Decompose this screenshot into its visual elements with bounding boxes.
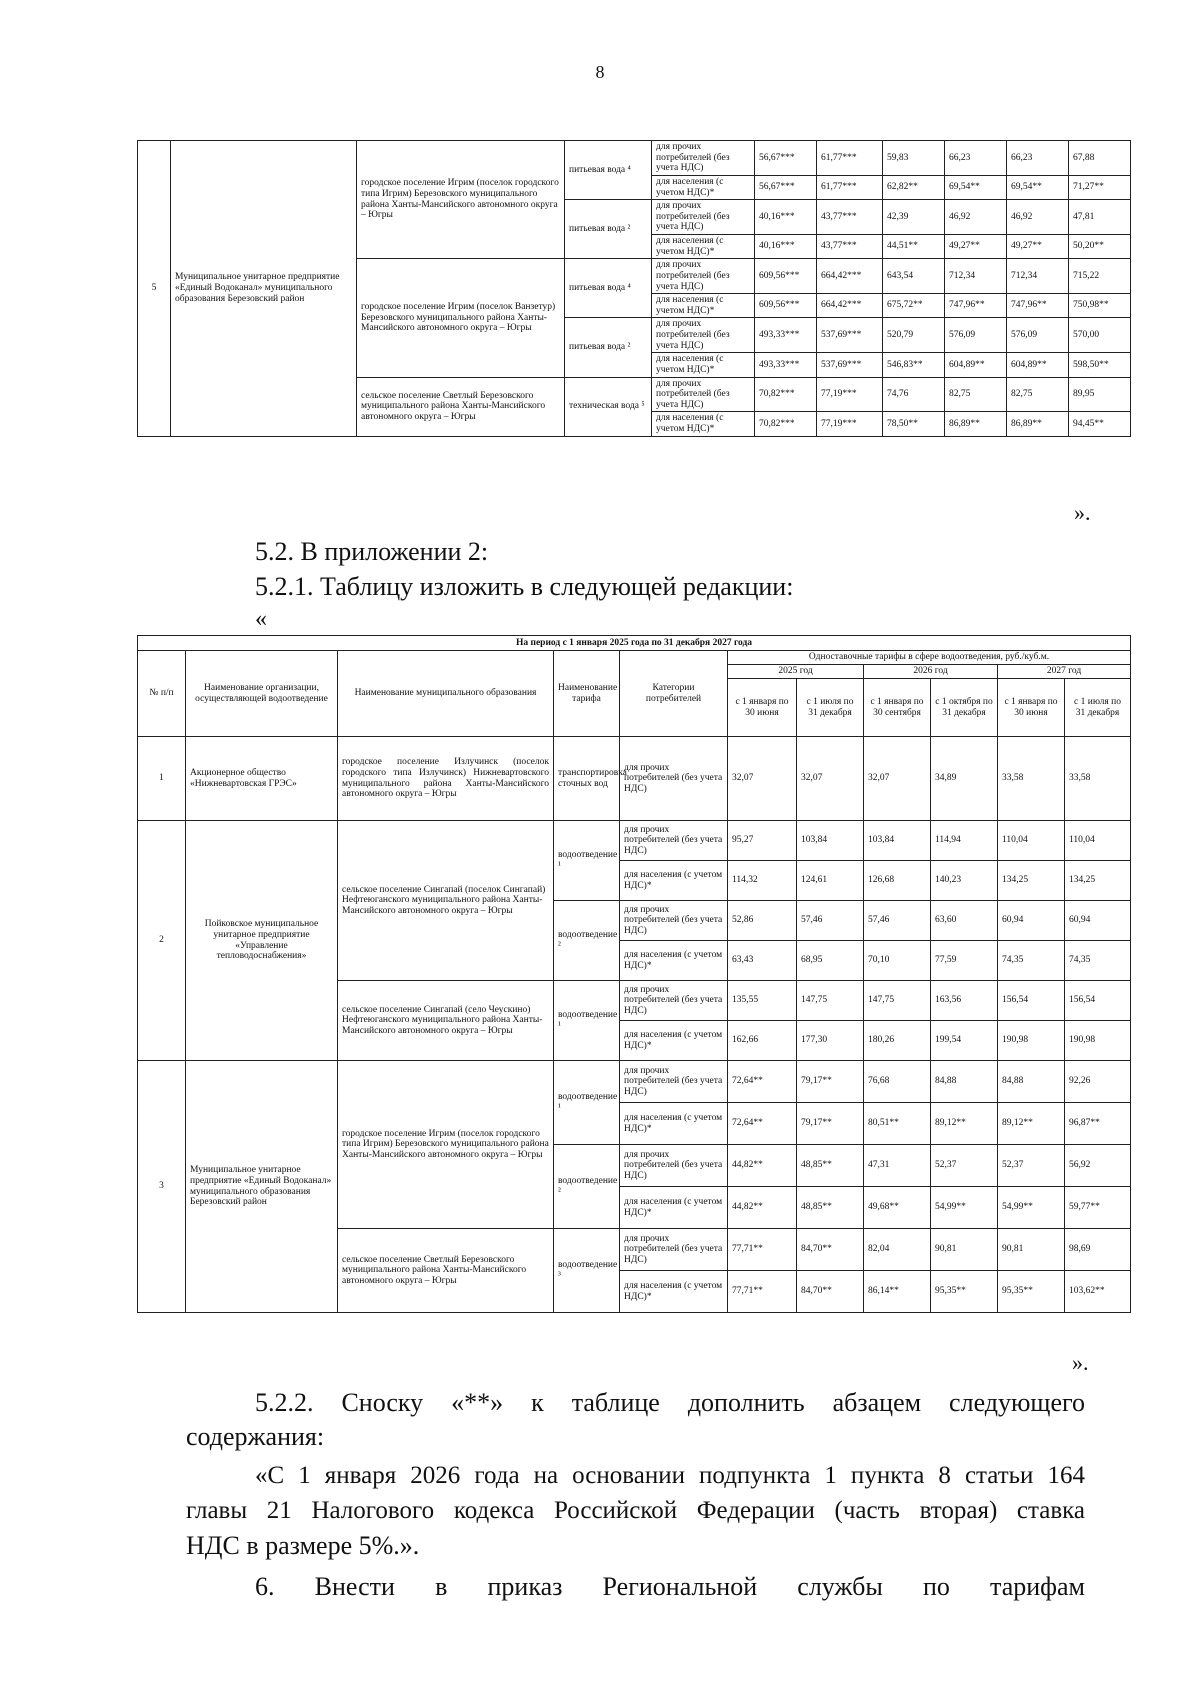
tariff-value: 74,76 (883, 377, 945, 412)
tariff-value: 675,72** (883, 294, 945, 318)
tariff-value: 79,17** (797, 1103, 864, 1145)
tariff-value: 63,43 (728, 941, 797, 981)
tariff-value: 48,85** (797, 1145, 864, 1187)
table-row (138, 737, 1131, 821)
tariff-value: 609,56*** (755, 294, 817, 318)
consumer-category: для прочих потребителей (без учета НДС) (620, 821, 728, 861)
tariff-value: 90,81 (998, 1229, 1065, 1271)
tariff-value: 135,55 (728, 981, 797, 1021)
consumer-category: для прочих потребителей (без учета НДС) (652, 259, 755, 294)
tariff-value: 62,82** (883, 175, 945, 199)
tariff-value: 33,58 (998, 737, 1065, 821)
tariff-value: 59,83 (883, 141, 945, 176)
tariff-value: 71,27** (1069, 175, 1131, 199)
tariff-value: 190,98 (998, 1021, 1065, 1061)
tariff-value: 712,34 (1007, 259, 1069, 294)
tariff-value: 77,71** (728, 1271, 797, 1313)
tariff-value: 43,77*** (817, 235, 883, 259)
municipality-name: сельское поселение Сингапай (село Чеускино) Нефтеюганского муниципального района Ханты-Мансийского автономного округа – Югры (338, 981, 554, 1061)
tariff-value: 520,79 (883, 318, 945, 353)
tariff-value: 32,07 (797, 737, 864, 821)
wastewater-tariff-table (137, 635, 1131, 1313)
closing-quote: ». (1074, 500, 1091, 525)
tariff-value: 664,42*** (817, 259, 883, 294)
tariff-value: 49,27** (1007, 235, 1069, 259)
tariff-name: питьевая вода ² (565, 200, 652, 259)
page-number: 8 (595, 62, 605, 82)
tariff-value: 70,10 (864, 941, 931, 981)
municipality-name: сельское поселение Сингапай (поселок Сингапай) Нефтеюганского муниципального района Ханты-Мансийского автономного округа – Югры (338, 821, 554, 981)
tariff-name: водоотведение ³ (554, 1229, 620, 1313)
tariff-value: 86,89** (1007, 412, 1069, 436)
tariff-value: 747,96** (1007, 294, 1069, 318)
tariff-value: 74,35 (1065, 941, 1131, 981)
consumer-category: для прочих потребителей (без учета НДС) (620, 737, 728, 821)
tariff-value: 82,75 (1007, 377, 1069, 412)
tariff-value: 77,59 (931, 941, 998, 981)
header-period: с 1 января по 30 июня (728, 679, 797, 737)
tariff-value: 32,07 (728, 737, 797, 821)
consumer-category: для населения (с учетом НДС)* (652, 412, 755, 436)
tariff-value: 84,70** (797, 1229, 864, 1271)
tariff-value: 92,26 (1065, 1061, 1131, 1103)
tariff-value: 84,88 (931, 1061, 998, 1103)
row-number: 1 (138, 737, 186, 821)
tariff-value: 52,37 (931, 1145, 998, 1187)
tariff-value: 32,07 (864, 737, 931, 821)
footnote-quote-line: «С 1 января 2026 года на основании подпункта 1 пункта 8 статьи 164 (255, 1462, 1085, 1489)
municipality-name: городское поселение Излучинск (поселок городского типа Излучинск) Нижневартовского муниципального района Ханты-Мансийского автономного округа – Югры (338, 737, 554, 821)
tariff-value: 750,98** (1069, 294, 1131, 318)
tariff-value: 40,16*** (755, 235, 817, 259)
tariff-value: 80,51** (864, 1103, 931, 1145)
table-row (138, 651, 1131, 665)
tariff-value: 42,39 (883, 200, 945, 235)
tariff-value: 134,25 (1065, 861, 1131, 901)
tariff-value: 82,75 (945, 377, 1007, 412)
header-organization: Наименование организации, осуществляющей водоотведение (186, 651, 338, 737)
tariff-value: 604,89** (1007, 353, 1069, 377)
tariff-value: 77,71** (728, 1229, 797, 1271)
consumer-category: для населения (с учетом НДС)* (652, 175, 755, 199)
footnote-quote-line: главы 21 Налогового кодекса Российской Федерации (часть вторая) ставка (186, 1497, 1085, 1524)
tariff-value: 43,77*** (817, 200, 883, 235)
tariff-value: 33,58 (1065, 737, 1131, 821)
opening-quote: « (255, 606, 267, 632)
tariff-value: 95,35** (931, 1271, 998, 1313)
tariff-value: 70,82*** (755, 412, 817, 436)
tariff-value: 46,92 (945, 200, 1007, 235)
tariff-name: водоотведение ² (554, 901, 620, 981)
tariff-value: 147,75 (797, 981, 864, 1021)
tariff-value: 46,92 (1007, 200, 1069, 235)
tariff-value: 34,89 (931, 737, 998, 821)
organization-name: Пойковское муниципальное унитарное предприятие «Управление тепловодоснабжения» (186, 821, 338, 1061)
tariff-value: 162,66 (728, 1021, 797, 1061)
tariff-value: 576,09 (945, 318, 1007, 353)
tariff-value: 180,26 (864, 1021, 931, 1061)
tariff-name: водоотведение ² (554, 1145, 620, 1229)
municipality-name: городское поселение Игрим (поселок городского типа Игрим) Березовского муниципального района Ханты-Мансийского автономного округа – Югры (357, 141, 565, 259)
tariff-value: 79,17** (797, 1061, 864, 1103)
period-header: На период с 1 января 2025 года по 31 декабря 2027 года (138, 636, 1131, 651)
tariff-value: 664,42*** (817, 294, 883, 318)
header-year-2025: 2025 год (728, 665, 864, 679)
tariff-name: водоотведение ¹ (554, 981, 620, 1061)
tariff-value: 67,88 (1069, 141, 1131, 176)
tariff-value: 103,84 (864, 821, 931, 861)
tariff-value: 86,89** (945, 412, 1007, 436)
consumer-category: для прочих потребителей (без учета НДС) (620, 1229, 728, 1271)
consumer-category: для населения (с учетом НДС)* (620, 1103, 728, 1145)
consumer-category: для прочих потребителей (без учета НДС) (652, 377, 755, 412)
tariff-value: 576,09 (1007, 318, 1069, 353)
organization-name: Акционерное общество «Нижневартовская ГРЭС» (186, 737, 338, 821)
tariff-value: 126,68 (864, 861, 931, 901)
tariff-value: 134,25 (998, 861, 1065, 901)
tariff-value: 89,12** (931, 1103, 998, 1145)
tariff-value: 643,54 (883, 259, 945, 294)
consumer-category: для населения (с учетом НДС)* (620, 1271, 728, 1313)
municipality-name: сельское поселение Светлый Березовского муниципального района Ханты-Мансийского автономного округа – Югры (357, 377, 565, 436)
table-row (138, 636, 1131, 651)
consumer-category: для населения (с учетом НДС)* (652, 294, 755, 318)
consumer-category: для прочих потребителей (без учета НДС) (620, 1145, 728, 1187)
tariff-value: 163,56 (931, 981, 998, 1021)
header-period: с 1 октября по 31 декабря (931, 679, 998, 737)
tariff-value: 60,94 (1065, 901, 1131, 941)
header-number: № п/п (138, 651, 186, 737)
tariff-value: 98,69 (1065, 1229, 1131, 1271)
tariff-value: 598,50** (1069, 353, 1131, 377)
row-number: 5 (138, 141, 171, 437)
tariff-name: водоотведение ¹ (554, 1061, 620, 1145)
paragraph-6: 6. Внести в приказ Региональной службы по тарифам (255, 1572, 1085, 1601)
tariff-value: 69,54** (1007, 175, 1069, 199)
tariff-value: 114,94 (931, 821, 998, 861)
tariff-value: 44,82** (728, 1145, 797, 1187)
municipality-name: городское поселение Игрим (поселок городского типа Игрим) Березовского муниципального района Ханты-Мансийского автономного округа – Югры (338, 1061, 554, 1229)
tariff-value: 95,35** (998, 1271, 1065, 1313)
tariff-value: 59,77** (1065, 1187, 1131, 1229)
header-period: с 1 января по 30 июня (998, 679, 1065, 737)
tariff-name: техническая вода ⁵ (565, 377, 652, 436)
tariff-value: 147,75 (864, 981, 931, 1021)
header-category: Категории потребителей (620, 651, 728, 737)
consumer-category: для населения (с учетом НДС)* (620, 1187, 728, 1229)
tariff-value: 537,69*** (817, 353, 883, 377)
tariff-name: питьевая вода ² (565, 318, 652, 377)
tariff-value: 63,60 (931, 901, 998, 941)
header-municipality: Наименование муниципального образования (338, 651, 554, 737)
header-tariff: Наименование тарифа (554, 651, 620, 737)
tariff-value: 56,92 (1065, 1145, 1131, 1187)
tariff-name: питьевая вода ⁴ (565, 259, 652, 318)
row-number: 3 (138, 1061, 186, 1313)
consumer-category: для прочих потребителей (без учета НДС) (652, 200, 755, 235)
tariff-value: 61,77*** (817, 175, 883, 199)
tariff-value: 44,82** (728, 1187, 797, 1229)
tariff-value: 82,04 (864, 1229, 931, 1271)
tariff-value: 77,19*** (817, 412, 883, 436)
tariff-value: 95,27 (728, 821, 797, 861)
paragraph-5-2: 5.2. В приложении 2: (255, 537, 489, 566)
tariff-value: 52,37 (998, 1145, 1065, 1187)
tariff-value: 199,54 (931, 1021, 998, 1061)
tariff-value: 49,27** (945, 235, 1007, 259)
tariff-value: 47,81 (1069, 200, 1131, 235)
tariff-value: 86,14** (864, 1271, 931, 1313)
tariff-name: питьевая вода ⁴ (565, 141, 652, 200)
tariff-value: 61,77*** (817, 141, 883, 176)
tariff-value: 156,54 (1065, 981, 1131, 1021)
consumer-category: для прочих потребителей (без учета НДС) (652, 141, 755, 176)
tariff-value: 747,96** (945, 294, 1007, 318)
tariff-value: 94,45** (1069, 412, 1131, 436)
tariff-value: 66,23 (945, 141, 1007, 176)
tariff-value: 609,56*** (755, 259, 817, 294)
tariff-value: 72,64** (728, 1061, 797, 1103)
tariff-value: 49,68** (864, 1187, 931, 1229)
tariff-value: 570,00 (1069, 318, 1131, 353)
consumer-category: для прочих потребителей (без учета НДС) (620, 1061, 728, 1103)
header-period: с 1 января по 30 сентября (864, 679, 931, 737)
table-row (138, 141, 1131, 176)
header-year-2027: 2027 год (998, 665, 1131, 679)
tariff-value: 72,64** (728, 1103, 797, 1145)
consumer-category: для прочих потребителей (без учета НДС) (652, 318, 755, 353)
consumer-category: для населения (с учетом НДС)* (652, 353, 755, 377)
tariff-value: 712,34 (945, 259, 1007, 294)
closing-quote: ». (1072, 1350, 1089, 1375)
tariff-value: 96,87** (1065, 1103, 1131, 1145)
tariff-value: 110,04 (1065, 821, 1131, 861)
tariff-value: 66,23 (1007, 141, 1069, 176)
tariff-value: 89,12** (998, 1103, 1065, 1145)
tariff-value: 90,81 (931, 1229, 998, 1271)
municipality-name: городское поселение Игрим (поселок Ванзетур) Березовского муниципального района Ханты-Мансийского автономного округа – Югры (357, 259, 565, 377)
tariff-name: водоотведение ¹ (554, 821, 620, 901)
tariff-value: 84,70** (797, 1271, 864, 1313)
tariff-value: 89,95 (1069, 377, 1131, 412)
tariff-value: 50,20** (1069, 235, 1131, 259)
tariff-value: 110,04 (998, 821, 1065, 861)
tariff-value: 84,88 (998, 1061, 1065, 1103)
tariff-value: 177,30 (797, 1021, 864, 1061)
tariff-value: 493,33*** (755, 353, 817, 377)
consumer-category: для населения (с учетом НДС)* (620, 861, 728, 901)
table-row (138, 1061, 1131, 1103)
footnote-quote-line: НДС в размере 5%.». (186, 1531, 420, 1560)
consumer-category: для населения (с учетом НДС)* (620, 941, 728, 981)
tariff-value: 114,32 (728, 861, 797, 901)
water-tariff-table-continuation (137, 140, 1131, 437)
tariff-value: 74,35 (998, 941, 1065, 981)
organization-name: Муниципальное унитарное предприятие «Единый Водоканал» муниципального образования Березовский район (186, 1061, 338, 1313)
row-number: 2 (138, 821, 186, 1061)
tariff-value: 60,94 (998, 901, 1065, 941)
tariff-value: 56,67*** (755, 175, 817, 199)
tariff-value: 54,99** (931, 1187, 998, 1229)
tariff-value: 604,89** (945, 353, 1007, 377)
tariff-value: 493,33*** (755, 318, 817, 353)
tariff-name: транспортировка сточных вод (554, 737, 620, 821)
consumer-category: для прочих потребителей (без учета НДС) (620, 901, 728, 941)
tariff-value: 44,51** (883, 235, 945, 259)
table-row (138, 821, 1131, 861)
tariff-value: 56,67*** (755, 141, 817, 176)
consumer-category: для населения (с учетом НДС)* (620, 1021, 728, 1061)
tariff-value: 52,86 (728, 901, 797, 941)
tariff-value: 40,16*** (755, 200, 817, 235)
tariff-value: 47,31 (864, 1145, 931, 1187)
paragraph-5-2-2-continued: содержания: (186, 1422, 325, 1451)
organization-name: Муниципальное унитарное предприятие «Единый Водоканал» муниципального образования Березовский район (171, 141, 357, 437)
tariff-value: 140,23 (931, 861, 998, 901)
header-rates: Одноставочные тарифы в сфере водоотведения, руб./куб.м. (728, 651, 1131, 665)
tariff-value: 77,19*** (817, 377, 883, 412)
municipality-name: сельское поселение Светлый Березовского муниципального района Ханты-Мансийского автономного округа – Югры (338, 1229, 554, 1313)
tariff-value: 57,46 (864, 901, 931, 941)
paragraph-5-2-2: 5.2.2. Сноску «**» к таблице дополнить абзацем следующего (255, 1388, 1085, 1417)
tariff-value: 124,61 (797, 861, 864, 901)
consumer-category: для прочих потребителей (без учета НДС) (620, 981, 728, 1021)
tariff-value: 103,84 (797, 821, 864, 861)
tariff-value: 54,99** (998, 1187, 1065, 1229)
tariff-value: 76,68 (864, 1061, 931, 1103)
header-period: с 1 июля по 31 декабря (1065, 679, 1131, 737)
tariff-value: 537,69*** (817, 318, 883, 353)
tariff-value: 190,98 (1065, 1021, 1131, 1061)
header-period: с 1 июля по 31 декабря (797, 679, 864, 737)
tariff-value: 69,54** (945, 175, 1007, 199)
tariff-value: 546,83** (883, 353, 945, 377)
tariff-value: 57,46 (797, 901, 864, 941)
tariff-value: 68,95 (797, 941, 864, 981)
tariff-value: 78,50** (883, 412, 945, 436)
tariff-value: 103,62** (1065, 1271, 1131, 1313)
paragraph-5-2-1: 5.2.1. Таблицу изложить в следующей редакции: (255, 572, 794, 601)
tariff-value: 48,85** (797, 1187, 864, 1229)
tariff-value: 70,82*** (755, 377, 817, 412)
tariff-value: 156,54 (998, 981, 1065, 1021)
consumer-category: для населения (с учетом НДС)* (652, 235, 755, 259)
header-year-2026: 2026 год (864, 665, 998, 679)
tariff-value: 715,22 (1069, 259, 1131, 294)
